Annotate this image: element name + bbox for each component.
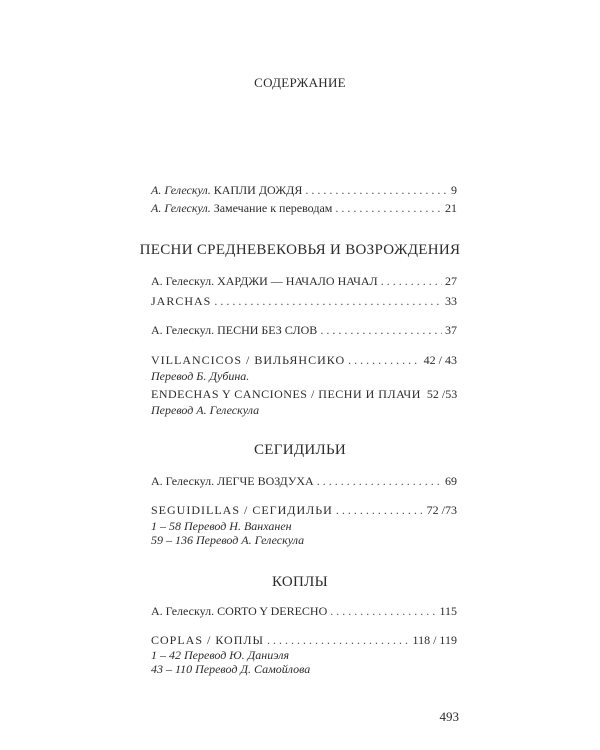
- toc-entry[interactable]: [151, 294, 457, 309]
- page-number: 493: [439, 709, 459, 724]
- entry-page: 9: [451, 183, 457, 197]
- toc-entry[interactable]: [151, 633, 457, 648]
- toc-entry[interactable]: [151, 604, 457, 619]
- toc-entry[interactable]: [151, 274, 457, 289]
- entry-title: Замечание к переводам: [210, 201, 333, 215]
- entry-page: 21: [445, 201, 457, 215]
- leader-dots: [348, 353, 421, 368]
- entry-title: JARCHAS: [151, 294, 212, 308]
- entry-title: А. Гелескул. CORTO Y DERECHO: [151, 604, 328, 618]
- entry-title: COPLAS / КОПЛЫ: [151, 633, 264, 647]
- leader-dots: [381, 274, 442, 289]
- entry-author: А. Гелескул.: [151, 201, 211, 215]
- translator-credit: 59 – 136 Перевод А. Гелескула: [151, 533, 305, 547]
- entry-page: 118 / 119: [412, 633, 457, 647]
- entry-title: А. Гелескул. ЛЕГЧЕ ВОЗДУХА: [151, 474, 314, 488]
- entry-page: 27: [445, 274, 457, 288]
- section-title: СЕГИДИЛЬИ: [253, 442, 347, 458]
- entry-page: 42 / 43: [423, 353, 457, 367]
- entry-author: А. Гелескул.: [151, 183, 211, 197]
- toc-entry[interactable]: [151, 387, 457, 402]
- entry-page: 52 /53: [426, 387, 458, 401]
- toc-entry[interactable]: [151, 474, 457, 489]
- entry-page: 33: [445, 294, 457, 308]
- leader-dots: [330, 604, 436, 619]
- leader-dots: [335, 201, 442, 216]
- translator-credit: 1 – 42 Перевод Ю. Даниэля: [151, 648, 290, 662]
- entry-page: 115: [439, 604, 457, 618]
- section-title: КОПЛЫ: [271, 574, 329, 590]
- entry-title: ENDECHAS Y CANCIONES / ПЕСНИ И ПЛАЧИ: [151, 387, 421, 401]
- toc-entry[interactable]: [151, 183, 457, 198]
- toc-entry[interactable]: [151, 503, 457, 518]
- translator-credit: 43 – 110 Перевод Д. Самойлова: [151, 662, 311, 676]
- leader-dots: [305, 183, 448, 198]
- leader-dots: [317, 474, 442, 489]
- entry-title: SEGUIDILLAS / СЕГИДИЛЬИ: [151, 503, 333, 517]
- leader-dots: [267, 633, 410, 648]
- entry-title: VILLANCICOS / ВИЛЬЯНСИКО: [151, 353, 346, 367]
- entry-page: 37: [445, 323, 457, 337]
- leader-dots: [320, 323, 442, 338]
- leader-dots: [214, 294, 442, 309]
- entry-title: А. Гелескул. ХАРДЖИ — НАЧАЛО НАЧАЛ: [151, 274, 378, 288]
- translator-credit: Перевод А. Гелескула: [151, 403, 260, 417]
- toc-entry[interactable]: [151, 323, 457, 338]
- contents-title: СОДЕРЖАНИЕ: [254, 75, 346, 90]
- section-title: ПЕСНИ СРЕДНЕВЕКОВЬЯ И ВОЗРОЖДЕНИЯ: [139, 242, 461, 258]
- translator-credit: 1 – 58 Перевод Н. Ванханен: [151, 519, 292, 533]
- entry-page: 69: [445, 474, 457, 488]
- leader-dots: [336, 503, 424, 518]
- toc-entry[interactable]: [151, 201, 457, 216]
- toc-entry[interactable]: [151, 353, 457, 368]
- entry-title: А. Гелескул. ПЕСНИ БЕЗ СЛОВ: [151, 323, 318, 337]
- translator-credit: Перевод Б. Дубина.: [151, 369, 250, 383]
- entry-title: КАПЛИ ДОЖДЯ: [210, 183, 303, 197]
- entry-page: 72 /73: [426, 503, 457, 517]
